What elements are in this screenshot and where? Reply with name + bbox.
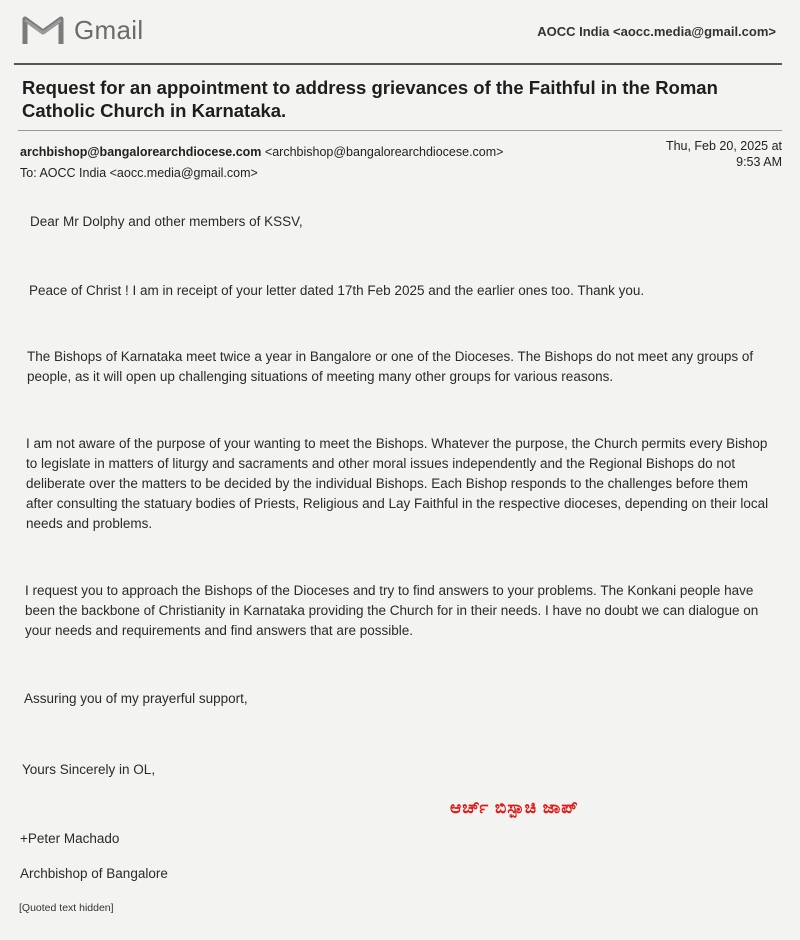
email-subject: Request for an appointment to address grievances of the Faithful in the Roman Catholic Church in Karnataka. [22, 77, 718, 121]
quoted-text-hidden: [Quoted text hidden] [19, 902, 114, 914]
email-date-time: 9:53 AM [736, 155, 782, 169]
email-date [666, 138, 782, 170]
email-paragraph: The Bishops of Karnataka meet twice a year in Bangalore or one of the Dioceses. The Bishops do not meet any groups of people, as it will open up challenging situations of meeting many other groups for various reasons. [27, 349, 754, 384]
recipient-line: To: AOCC India <aocc.media@gmail.com> [20, 166, 258, 180]
email-greeting: Dear Mr Dolphy and other members of KSSV, [30, 214, 303, 229]
gmail-logo [22, 14, 143, 46]
email-paragraph: Peace of Christ ! I am in receipt of your letter dated 17th Feb 2025 and the earlier ones too. Thank you. [29, 283, 645, 298]
sender-line [20, 145, 503, 159]
sender-address: archbishop@bangalorearchdiocese.com [20, 145, 262, 159]
email-signoff: Yours Sincerely in OL, [22, 762, 156, 777]
account-email: AOCC India <aocc.media@gmail.com> [537, 24, 776, 39]
subject-divider [18, 130, 782, 131]
signature-title: Archbishop of Bangalore [20, 866, 168, 881]
email-paragraph: I request you to approach the Bishops of the Dioceses and try to find answers to your problems. The Konkani people have been the backbone of Christianity in Karnataka providing the Church for in their needs. I have no doubt we can dialogue on your needs and requirements and find answers that are possible. [25, 583, 759, 638]
email-date-day: Thu, Feb 20, 2025 at [665, 139, 782, 153]
gmail-m-icon [22, 14, 64, 46]
sender-full-address: <archbishop@bangalorearchdiocese.com> [264, 145, 504, 159]
header-divider [14, 63, 782, 65]
signature-name: +Peter Machado [20, 831, 120, 846]
email-closing: Assuring you of my prayerful support, [24, 691, 248, 706]
gmail-wordmark: Gmail [74, 14, 144, 45]
email-paragraph: I am not aware of the purpose of your wanting to meet the Bishops. Whatever the purpose, the Church permits every Bishop to legislate in matters of liturgy and sacraments and other moral issues independently and the Regional Bishops do not deliberate over the matters to be decided by the individual Bishops. Each Bishop responds to the challenges before them after consulting the statuary bodies of Priests, Religious and Lay Faithful in the respective dioceses, depending on their local needs and problems. [26, 436, 769, 531]
red-annotation-text: ಆರ್ಚ್ ಬಿಸ್ಪಾಚಿ ಜಾಪ್ [450, 798, 579, 817]
